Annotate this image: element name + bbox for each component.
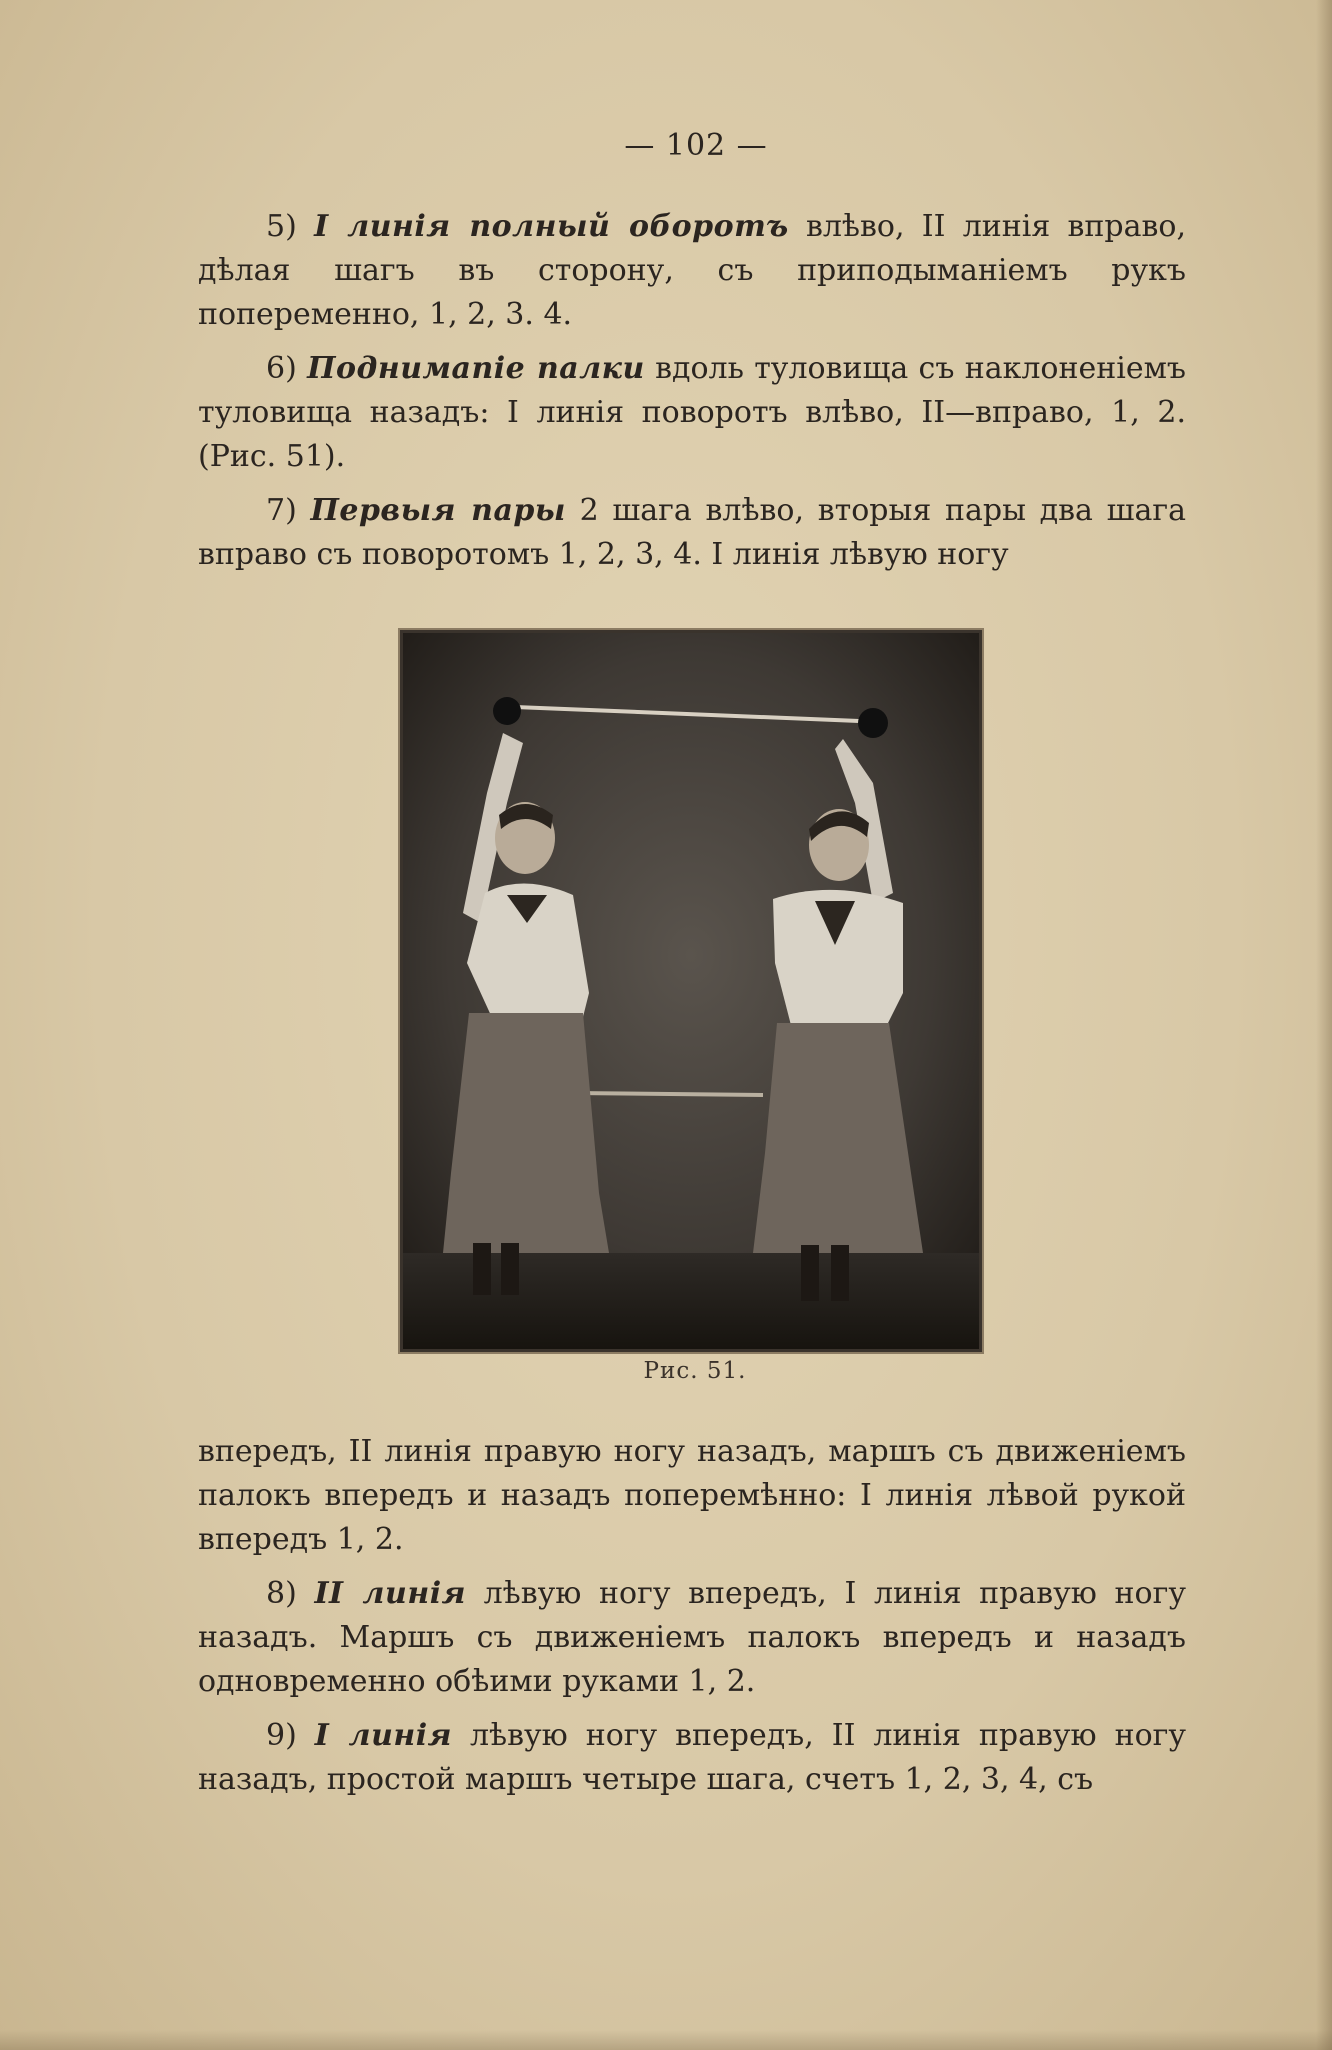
paragraph-number: 5): [266, 209, 297, 244]
page-number: — 102 —: [624, 128, 768, 163]
paragraph-emphasis: I линія: [314, 1718, 453, 1753]
text-block-bottom: [198, 1430, 1186, 1812]
paragraph-number: 7): [266, 493, 297, 528]
paragraph-number: 6): [266, 351, 297, 386]
paragraph-6: [198, 347, 1186, 479]
paragraph-text: влѣво, II линія вправо, дѣлая шагъ въ сторону, съ приподыманіемъ рукъ попеременно, 1, 2, 3. 4.: [198, 209, 1186, 332]
paragraph-emphasis: Поднимапіе палки: [307, 351, 645, 386]
page-bottom-shadow: [0, 2030, 1332, 2050]
paragraph-7: [198, 489, 1186, 577]
paragraph-5: [198, 205, 1186, 337]
paragraph-text: вдоль туловища съ наклоненіемъ туловища назадъ: I линія поворотъ влѣво, II—вправо, 1, 2. (Рис. 51).: [198, 351, 1186, 474]
paragraph-text: лѣвую ногу впередъ, II линія правую ногу назадъ, простой маршъ четыре шага, счетъ 1, 2, 3, 4, съ: [198, 1718, 1186, 1797]
paragraph-7-continued: [198, 1430, 1186, 1562]
paragraph-number: 9): [266, 1718, 297, 1753]
page-edge-shadow: [1316, 0, 1332, 2050]
wand-bottom: [573, 1093, 763, 1095]
figure-caption: Рис. 51.: [643, 1358, 747, 1384]
paragraph-emphasis: I линія полный оборотъ: [314, 209, 789, 244]
paragraph-emphasis: Первыя пары: [310, 493, 566, 528]
figure-photograph: [400, 630, 982, 1352]
paragraph-number: 8): [266, 1576, 297, 1611]
text-block-top: [198, 205, 1186, 587]
paragraph-text: впередъ, II линія правую ногу назадъ, маршъ съ движеніемъ палокъ впередъ и назадъ поперемѣнно: I линія лѣвой рукой впередъ 1, 2.: [198, 1434, 1186, 1557]
paragraph-8: [198, 1572, 1186, 1704]
paragraph-text: лѣвую ногу впередъ, I линія правую ногу назадъ. Маршъ съ движеніемъ палокъ впередъ и назадъ одновременно обѣими руками 1, 2.: [198, 1576, 1186, 1699]
paragraph-emphasis: II линія: [314, 1576, 466, 1611]
paragraph-9: [198, 1714, 1186, 1802]
paragraph-text: 2 шага влѣво, вторыя пары два шага вправо съ поворотомъ 1, 2, 3, 4. I линія лѣвую ногу: [198, 493, 1186, 572]
photo-illustration: [403, 633, 979, 1349]
